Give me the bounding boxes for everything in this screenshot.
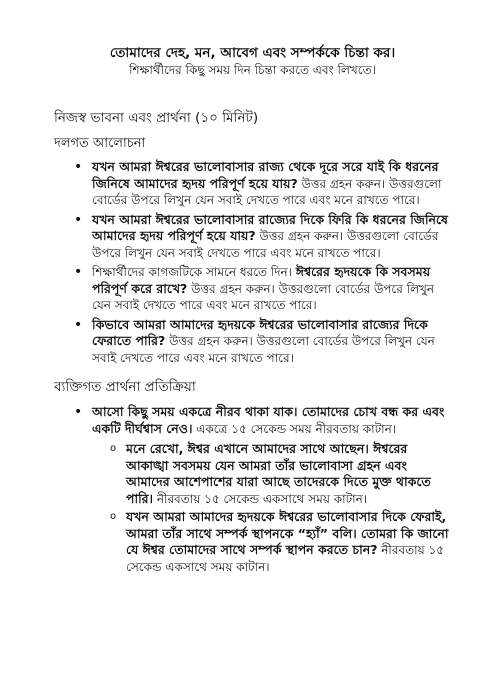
discussion-instruction: উত্তর গ্রহন করুন। উত্তরগুলো বোর্ডের উপরে লিখুন যেন সবাই দেখতে পারে এবং মনে রাখতে পারে। (92, 176, 442, 207)
discussion-instruction: উত্তর গ্রহন করুন। উত্তরগুলো বোর্ডের উপরে লিখুন যেন সবাই দেখতে পারে এবং মনে রাখতে পারে। (92, 334, 435, 365)
discussion-instruction: উত্তর গ্রহন করুন। উত্তরগুলো বোর্ডের উপরে লিখুন যেন সবাই দেখতে পারে এবং মনে রাখতে পারে। (92, 281, 435, 312)
discussion-list (54, 159, 451, 366)
intro (54, 44, 451, 79)
section1-heading: নিজস্ব ভাবনা এবং প্রার্থনা (১০ মিনিট) (54, 110, 259, 126)
prayer-subinstruction: নীরবতায় ১৫ সেকেন্ড একসাথে সময় কাটান। (126, 543, 445, 574)
section2 (54, 378, 451, 575)
prayer-prompt: আসো কিছু সময় একত্রে নীরব থাকা যাক। তোমাদের চোখ বন্ধ কর এবং একটি দীর্ঘশ্বাস নেও। (92, 404, 445, 436)
discussion-item-3 (54, 264, 451, 314)
prayer-list (54, 404, 451, 575)
discussion-item-4 (54, 317, 451, 367)
discussion-question: কিভাবে আমরা আমাদের হৃদয়কে ঈশ্বরের ভালোবাসার রাজ্যের দিকে ফেরাতে পারি? (92, 316, 428, 348)
prayer-subinstruction: নীরবতায় ১৫ সেকেন্ড একসাথে সময় কাটান। (153, 491, 368, 506)
discussion-item-2 (54, 212, 451, 262)
prayer-subitem-1 (92, 441, 451, 507)
intro-instruction: শিক্ষার্থীদের কিছু সময় দিন চিন্তা করতে এবং লিখতে। (129, 63, 376, 77)
discussion-question: যখন আমরা ঈশ্বরের ভালোবাসার রাজ্য থেকে দূরে সরে যাই কি ধরনের জিনিষে আমাদের হৃদয় পরিপূর্ণ হয়ে যায়? (92, 159, 439, 191)
discussion-question: ঈশ্বরের হৃদয়কে কি সবসময় পরিপূর্ণ করে রাখে? (92, 264, 431, 296)
prayer-sublist (92, 441, 451, 575)
discussion-item-1 (54, 159, 451, 209)
discussion-question: যখন আমরা ঈশ্বরের ভালোবাসার রাজ্যের দিকে ফিরি কি ধরনের জিনিষে আমাদের হৃদয় পরিপূর্ণ হয়ে যায়? (92, 211, 448, 243)
prayer-item (54, 404, 451, 575)
prayer-subitem-2 (92, 509, 451, 575)
discussion-lead: শিক্ষার্থীদের কাগজটিকে সামনে ধরতে দিন। (92, 265, 296, 279)
prayer-subprompt: যখন আমরা আমাদের হৃদয়কে ঈশ্বরের ভালোবাসার দিকে ফেরাই, আমরা তাঁর সাথে সম্পর্ক স্থাপনকে “হ্যাঁ” বলি। তোমরা কি জানো যে ঈশ্বর তোমাদের সাথে সম্পর্ক স্থাপন করতে চান? (126, 509, 449, 557)
intro-title: তোমাদের দেহ, মন, আবেগ এবং সম্পর্ককে চিন্তা কর। (109, 45, 396, 61)
section1-subheading: দলগত আলোচনা (54, 136, 146, 151)
prayer-subprompt: মনে রেখো, ঈশ্বর এখানে আমাদের সাথে আছেন। ঈশ্বরের আকাঙ্খা সবসময় যেন আমরা তাঁর ভালোবাসা গ্রহন এবং আমাদের আশেপাশের যারা আছে তাদেরকে দিতে মুক্ত থাকতে পারি। (126, 441, 431, 506)
section2-heading: ব্যক্তিগত প্রার্থনা প্রতিক্রিয়া (54, 379, 196, 395)
prayer-instruction: একত্রে ১৫ সেকেন্ড সময় নীরবতায় কাটান। (192, 421, 397, 436)
discussion-instruction: উত্তর গ্রহন করুন। উত্তরগুলো বোর্ডের উপরে লিখুন যেন সবাই দেখতে পারে এবং মনে রাখতে পারে। (92, 229, 439, 260)
